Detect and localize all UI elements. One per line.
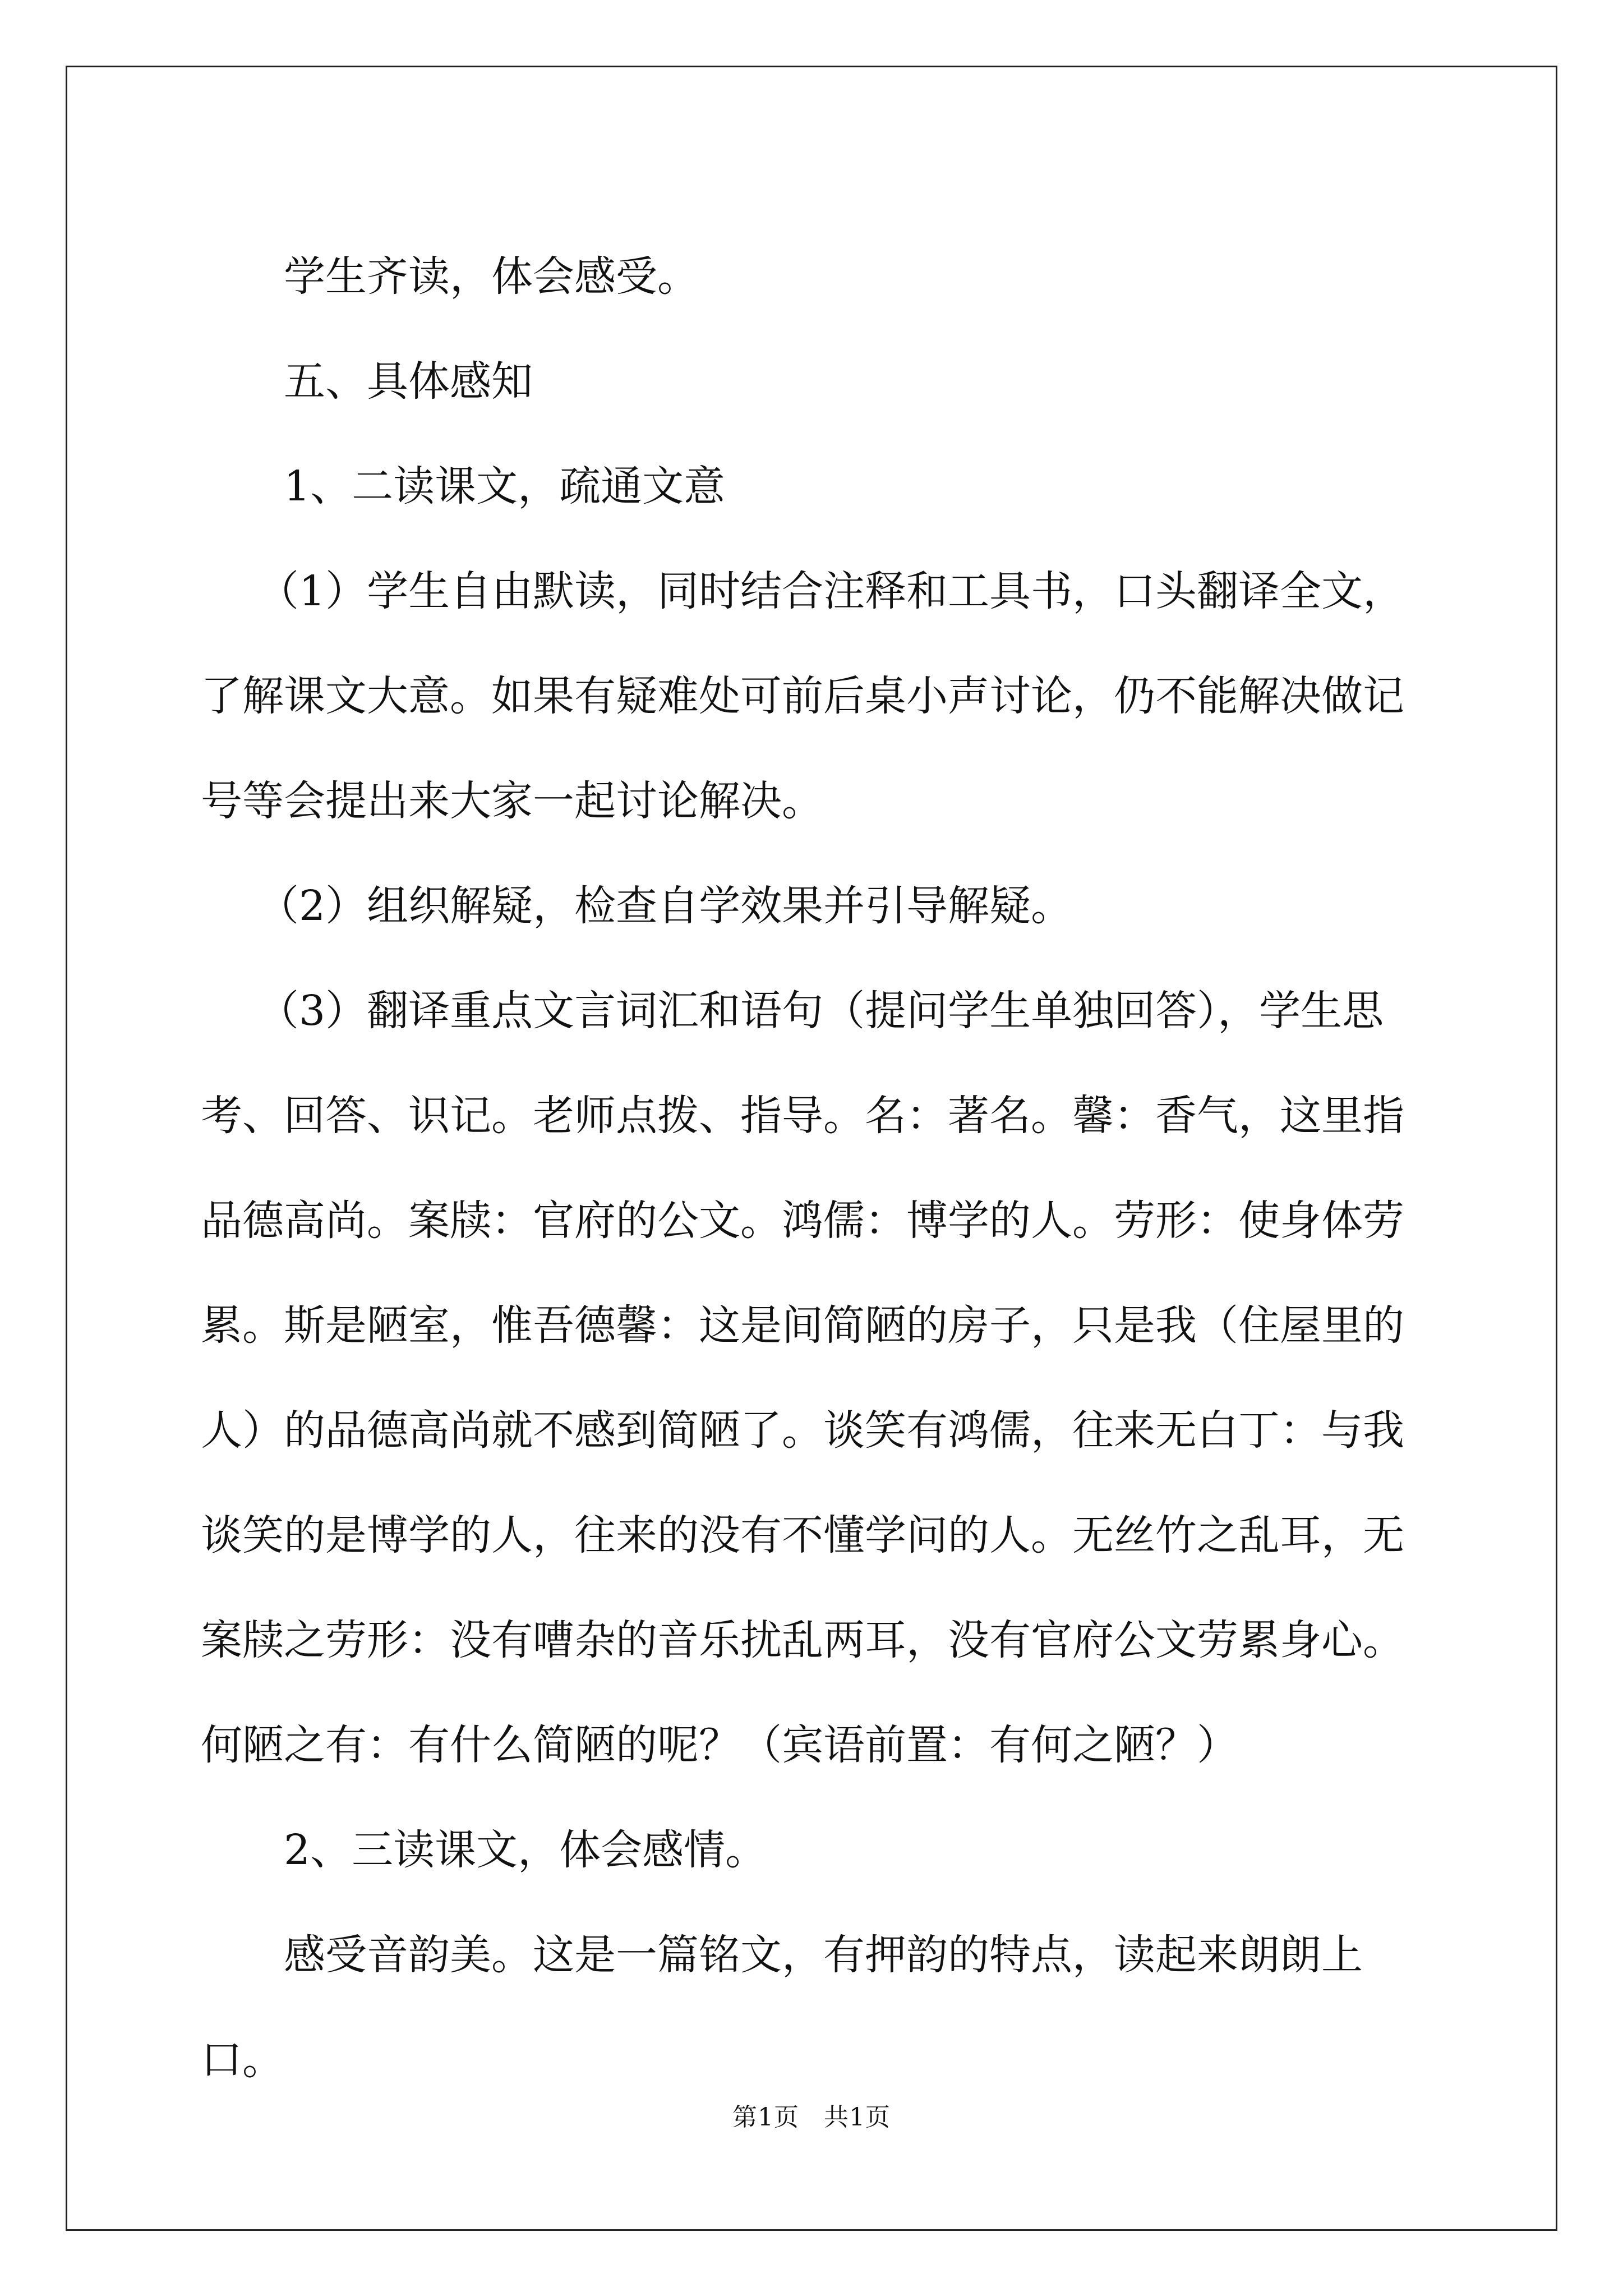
paragraph-2: 五、具体感知 — [284, 357, 533, 406]
paragraph-4: （1）学生自由默读，同时结合注释和工具书，口头翻译全文，了解课文大意。如果有疑难处可前后桌小声讨论，仍不能解决做记号等会提出来大家一起讨论解决。 — [201, 567, 1405, 825]
paragraph-8: 感受音韵美。这是一篇铭文，有押韵的特点，读起来朗朗上口。 — [201, 1931, 1363, 2084]
paragraph-6: （3）翻译重点文言词汇和语句（提问学生单独回答），学生思考、回答、识记。老师点拨、指导。名：著名。馨：香气，这里指品德高尚。案牍：官府的公文。鸿儒：博学的人。劳形：使身体劳累。斯是陋室，惟吾德馨：这是间简陋的房子，只是我（住屋里的人）的品德高尚就不感到简陋了。谈笑有鸿儒，往来无白丁：与我谈笑的是博学的人，往来的没有不懂学问的人。无丝竹之乱耳，无案牍之劳形：没有嘈杂的音乐扰乱两耳，没有官府公文劳累身心。何陋之有：有什么简陋的呢？（宾语前置：有何之陋？） — [201, 987, 1404, 1769]
paragraph-1: 学生齐读，体会感受。 — [284, 252, 699, 301]
page-footer — [0, 2097, 1623, 2133]
paragraph-5: （2）组织解疑，检查自学效果并引导解疑。 — [257, 882, 1073, 930]
paragraph-3: 1、二读课文，疏通文意 — [284, 462, 726, 510]
page-number-current: 第1页 — [732, 2103, 799, 2132]
page-number-total: 共1页 — [824, 2103, 891, 2132]
paragraph-7: 2、三读课文，体会感情。 — [284, 1826, 767, 1874]
document-body — [201, 224, 1435, 2113]
